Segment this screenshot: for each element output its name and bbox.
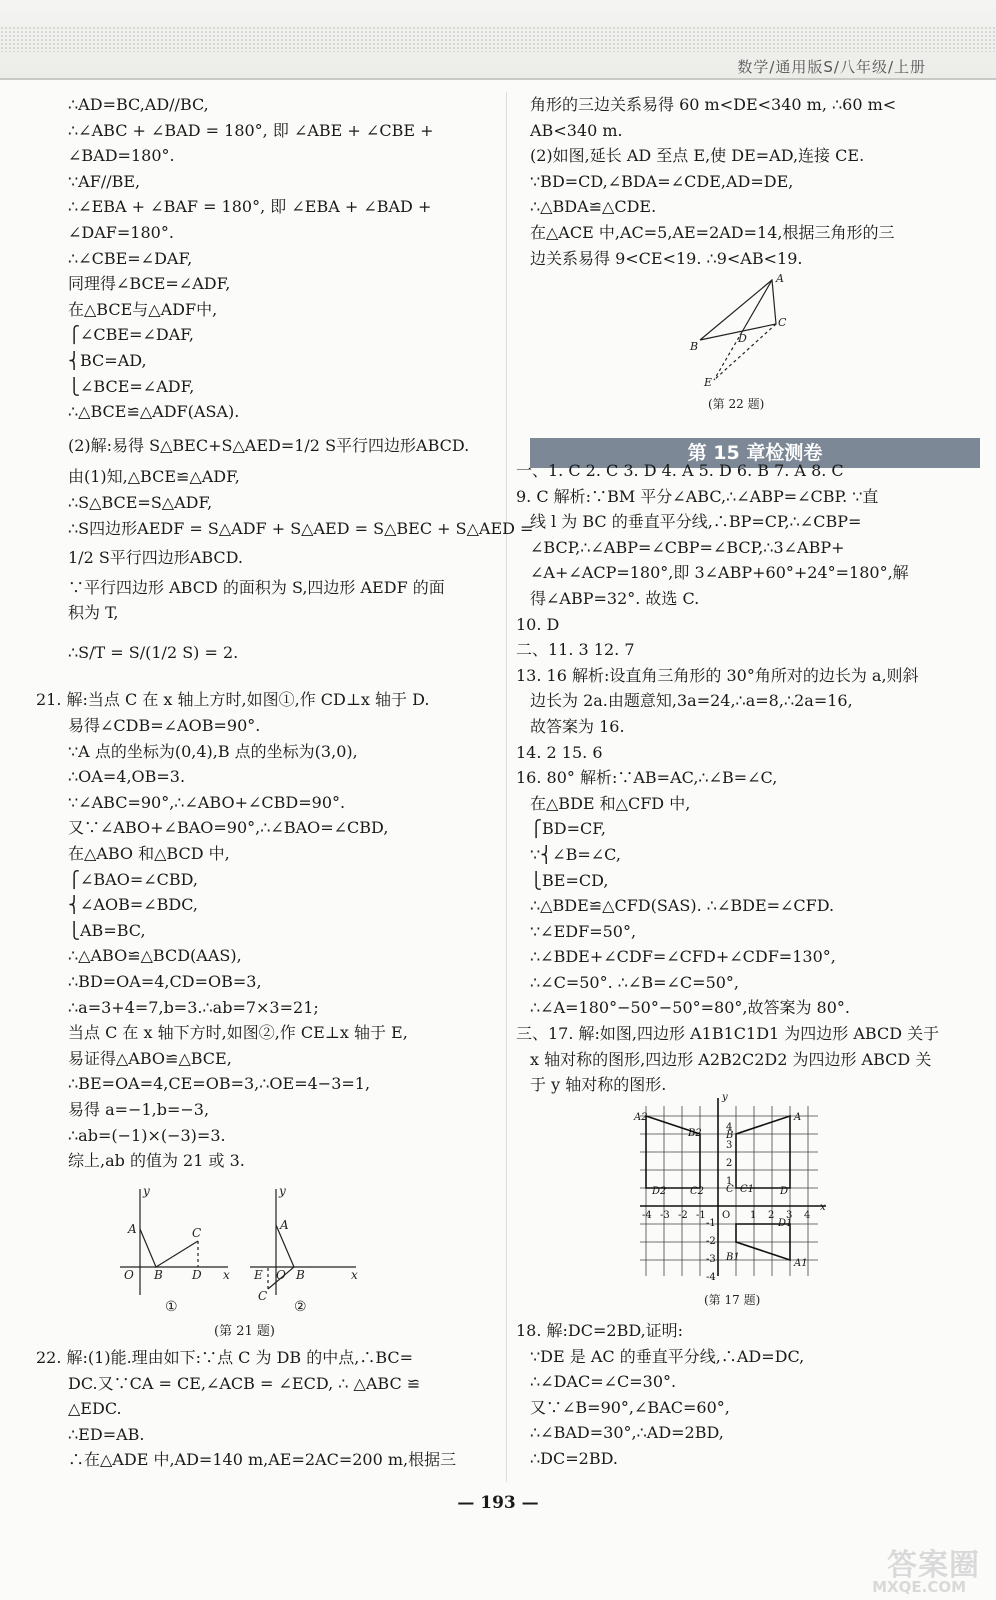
svg-text:O: O xyxy=(722,1210,731,1221)
text-line: ∴△BDA≌△CDE. xyxy=(530,197,657,217)
svg-text:x: x xyxy=(820,1202,826,1213)
text-line: ∵BD=CD,∠BDA=∠CDE,AD=DE, xyxy=(530,171,794,191)
text-line: 在△BCE与△ADF中, xyxy=(68,299,218,319)
svg-text:3: 3 xyxy=(726,1140,733,1151)
text-line: DC.又∵CA = CE,∠ACB = ∠ECD, ∴ △ABC ≌ xyxy=(68,1373,421,1393)
svg-text:O: O xyxy=(124,1268,134,1282)
svg-text:y: y xyxy=(722,1092,728,1103)
text-line: ∴∠DAC=∠C=30°. xyxy=(530,1372,677,1392)
text-line: ∴BE=OA=4,CE=OB=3,∴OE=4−3=1, xyxy=(68,1074,371,1094)
text-line: ∴△ABO≌△BCD(AAS), xyxy=(68,946,242,966)
figure-21-caption: (第 21 题) xyxy=(214,1324,275,1339)
svg-text:O: O xyxy=(276,1268,286,1282)
svg-text:C: C xyxy=(258,1289,268,1303)
text-line: 线 l 为 BC 的垂直平分线,∴BP=CP,∴∠CBP= xyxy=(530,512,862,532)
text-line: x 轴对称的图形,四边形 A2B2C2D2 为四边形 ABCD 关 xyxy=(530,1049,932,1069)
figure-17 xyxy=(630,1090,840,1312)
svg-text:D1: D1 xyxy=(778,1218,793,1229)
text-line: 易证得△ABO≌△BCE, xyxy=(68,1048,232,1068)
svg-text:A: A xyxy=(128,1222,137,1236)
text-line: ∴△BDE≌△CFD(SAS). ∴∠BDE=∠CFD. xyxy=(530,896,835,916)
watermark-logo: 答案圈 xyxy=(887,1548,980,1583)
header-rule xyxy=(0,78,996,80)
text-line: △EDC. xyxy=(68,1399,122,1419)
text-line: 角形的三边关系易得 60 m<DE<340 m, ∴60 m< xyxy=(530,95,897,114)
text-line: ∠DAF=180°. xyxy=(68,222,174,242)
right-column-problem-18 xyxy=(516,1318,976,1472)
svg-text:-2: -2 xyxy=(706,1236,716,1247)
header-title: 数学/通用版S/八年级/上册 xyxy=(737,58,926,76)
text-line: 三、17. 解:如图,四边形 A1B1C1D1 为四边形 ABCD 关于 xyxy=(516,1024,940,1044)
text-line: ∠A+∠ACP=180°,即 3∠ABP+60°+24°=180°,解 xyxy=(530,563,909,583)
text-line: 9. C 解析:∵BM 平分∠ABC,∴∠ABP=∠CBP. ∵直 xyxy=(516,486,879,506)
svg-text:2: 2 xyxy=(726,1158,733,1169)
text-line: ∠BAD=180°. xyxy=(68,146,175,166)
text-line: 18. 解:DC=2BD,证明: xyxy=(516,1321,684,1340)
right-column-top xyxy=(516,92,976,271)
svg-text:D2: D2 xyxy=(652,1186,667,1197)
text-line: ∴在△ADE 中,AD=140 m,AE=2AC=200 m,根据三 xyxy=(68,1450,457,1470)
svg-text:B1: B1 xyxy=(726,1252,740,1263)
text-line: 边长为 2a.由题意知,3a=24,∴a=8,∴2a=16, xyxy=(530,691,853,711)
text-line: ∴∠BAD=30°,∴AD=2BD, xyxy=(530,1423,724,1443)
svg-text:B2: B2 xyxy=(688,1128,702,1139)
text-line: 在△ACE 中,AC=5,AE=2AD=14,根据三角形的三 xyxy=(530,222,895,242)
figure-17-caption: (第 17 题) xyxy=(704,1293,761,1307)
text-line: ∴a=3+4=7,b=3.∴ab=7×3=21; xyxy=(68,997,319,1017)
svg-text:C: C xyxy=(726,1184,734,1195)
svg-text:4: 4 xyxy=(804,1210,811,1221)
text-line: 积为 T, xyxy=(68,603,119,623)
svg-text:x: x xyxy=(351,1268,358,1282)
text-line: ∴∠A=180°−50°−50°=80°,故答案为 80°. xyxy=(530,998,851,1018)
svg-text:C: C xyxy=(192,1226,202,1240)
text-line: ∴∠CBE=∠DAF, xyxy=(68,248,193,268)
text-line: ∴BD=OA=4,CD=OB=3, xyxy=(68,972,262,991)
text-line: ∴△BCE≌△ADF(ASA). xyxy=(68,402,240,422)
svg-text:2: 2 xyxy=(768,1210,775,1221)
svg-text:-3: -3 xyxy=(660,1210,670,1221)
text-line: (2)如图,延长 AD 至点 E,使 DE=AD,连接 CE. xyxy=(530,146,865,166)
svg-text:-4: -4 xyxy=(642,1210,652,1221)
text-line: 得∠ABP=32°. 故选 C. xyxy=(530,588,700,608)
text-line: ⎧∠BAO=∠CBD, xyxy=(68,869,198,889)
svg-text:1: 1 xyxy=(750,1210,757,1221)
text-line: ∴∠C=50°. ∴∠B=∠C=50°, xyxy=(530,972,740,992)
text-line: ∴DC=2BD. xyxy=(530,1448,618,1468)
column-divider xyxy=(506,92,507,1482)
watermark-url: MXQE.COM xyxy=(872,1578,966,1596)
section-banner: 第 15 章检测卷 xyxy=(530,438,980,468)
svg-text:A: A xyxy=(280,1218,289,1232)
text-line: ∴OA=4,OB=3. xyxy=(68,767,186,787)
svg-text:D: D xyxy=(738,332,747,345)
text-line: ∵A 点的坐标为(0,4),B 点的坐标为(3,0), xyxy=(68,741,358,761)
text-line: 22. 解:(1)能.理由如下:∵点 C 为 DB 的中点,∴BC= xyxy=(36,1348,414,1367)
text-line: ∴∠EBA + ∠BAF = 180°, 即 ∠EBA + ∠BAD + xyxy=(68,197,432,217)
svg-text:-1: -1 xyxy=(706,1218,716,1229)
text-line: 故答案为 16. xyxy=(530,716,625,736)
header-dot-pattern xyxy=(0,26,996,52)
text-line: 二、11. 3 12. 7 xyxy=(516,640,635,660)
svg-text:A: A xyxy=(776,272,784,285)
text-line: ∵AF//BE, xyxy=(68,171,141,191)
text-line: 一、1. C 2. C 3. D 4. A 5. D 6. B 7. A 8. C xyxy=(516,461,844,480)
text-line: ∵DE 是 AC 的垂直平分线,∴AD=DC, xyxy=(530,1346,805,1366)
svg-text:C: C xyxy=(778,316,787,329)
text-line: ∴∠ABC + ∠BAD = 180°, 即 ∠ABE + ∠CBE + xyxy=(68,120,434,140)
text-line: ∵∠ABC=90°,∴∠ABO+∠CBD=90°. xyxy=(68,792,346,812)
svg-text:B: B xyxy=(154,1268,163,1282)
right-column-bottom xyxy=(516,458,976,1098)
text-line: ⎩AB=BC, xyxy=(68,920,146,940)
svg-text:B: B xyxy=(726,1130,734,1141)
svg-text:B: B xyxy=(296,1268,305,1282)
text-line: 又∵∠B=90°,∠BAC=60°, xyxy=(530,1397,730,1417)
svg-text:A: A xyxy=(794,1112,802,1123)
figure-21a-label: ① xyxy=(165,1299,178,1315)
text-line: 易得 a=−1,b=−3, xyxy=(68,1099,210,1119)
text-line: 10. D xyxy=(516,614,560,634)
figure-21b-label: ② xyxy=(294,1299,307,1315)
left-column xyxy=(36,92,534,1174)
svg-text:y: y xyxy=(279,1185,286,1198)
svg-text:A1: A1 xyxy=(794,1258,808,1269)
text-line: 16. 80° 解析:∵AB=AC,∴∠B=∠C, xyxy=(516,768,778,788)
svg-text:4: 4 xyxy=(726,1122,733,1133)
figure-21 xyxy=(110,1185,370,1345)
svg-text:C1: C1 xyxy=(740,1184,755,1195)
text-line: 1/2 S平行四边形ABCD. xyxy=(68,548,243,568)
text-line: 于 y 轴对称的图形. xyxy=(530,1075,667,1095)
text-line: ⎧BD=CF, xyxy=(530,819,606,839)
svg-text:D: D xyxy=(192,1268,202,1282)
text-line: ∵⎨∠B=∠C, xyxy=(530,844,621,864)
text-line: 在△ABO 和△BCD 中, xyxy=(68,844,230,864)
svg-text:C2: C2 xyxy=(690,1186,705,1197)
text-line: 在△BDE 和△CFD 中, xyxy=(530,793,691,813)
text-line: ⎩∠BCE=∠ADF, xyxy=(68,376,195,396)
text-line: 综上,ab 的值为 21 或 3. xyxy=(68,1151,245,1171)
text-line: ∵平行四边形 ABCD 的面积为 S,四边形 AEDF 的面 xyxy=(68,577,445,597)
text-line: AB<340 m. xyxy=(530,120,623,140)
text-line: ∴AD=BC,AD//BC, xyxy=(68,95,209,114)
svg-text:1: 1 xyxy=(726,1176,733,1187)
svg-text:B: B xyxy=(690,340,699,353)
page-number: — 193 — xyxy=(457,1493,539,1513)
text-line: 14. 2 15. 6 xyxy=(516,742,603,762)
svg-text:-1: -1 xyxy=(696,1210,706,1221)
svg-text:A2: A2 xyxy=(634,1112,648,1123)
text-line: ⎩BE=CD, xyxy=(530,870,609,890)
text-line: ⎧∠CBE=∠DAF, xyxy=(68,325,194,345)
text-line: ∴ab=(−1)×(−3)=3. xyxy=(68,1125,226,1145)
text-line: ∴S/T = S/(1/2 S) = 2. xyxy=(68,642,239,662)
text-line: 易得∠CDB=∠AOB=90°. xyxy=(68,716,261,736)
figure-22-caption: (第 22 题) xyxy=(708,397,765,411)
text-line: ∵∠EDF=50°, xyxy=(530,921,637,941)
svg-text:-2: -2 xyxy=(678,1210,688,1221)
text-line: ⎨BC=AD, xyxy=(68,350,147,370)
figure-22 xyxy=(680,268,810,418)
svg-text:D: D xyxy=(780,1186,789,1197)
svg-text:E: E xyxy=(704,376,713,389)
svg-text:-3: -3 xyxy=(706,1254,716,1265)
text-line: ∴S△BCE=S△ADF, xyxy=(68,492,213,512)
text-line: 21. 解:当点 C 在 x 轴上方时,如图①,作 CD⊥x 轴于 D. xyxy=(36,690,430,710)
text-line: 当点 C 在 x 轴下方时,如图②,作 CE⊥x 轴于 E, xyxy=(68,1023,408,1043)
svg-text:3: 3 xyxy=(786,1210,793,1221)
text-line: 同理得∠BCE=∠ADF, xyxy=(68,274,231,294)
text-line: 边关系易得 9<CE<19. ∴9<AB<19. xyxy=(530,248,803,268)
text-line: ⎨∠AOB=∠BDC, xyxy=(68,895,198,915)
svg-text:E: E xyxy=(254,1268,263,1282)
svg-text:-4: -4 xyxy=(706,1272,716,1283)
text-line: (2)解:易得 S△BEC+S△AED=1/2 S平行四边形ABCD. xyxy=(68,435,470,455)
svg-text:x: x xyxy=(223,1268,230,1282)
left-column-bottom xyxy=(36,1345,486,1473)
text-line: ∴ED=AB. xyxy=(68,1424,145,1444)
text-line: ∴∠BDE+∠CDF=∠CFD+∠CDF=130°, xyxy=(530,947,836,967)
text-line: 13. 16 解析:设直角三角形的 30°角所对的边长为 a,则斜 xyxy=(516,665,919,685)
text-line: 由(1)知,△BCE≌△ADF, xyxy=(68,467,240,487)
text-line: 又∵∠ABO+∠BAO=90°,∴∠BAO=∠CBD, xyxy=(68,818,389,838)
svg-text:y: y xyxy=(143,1185,150,1198)
text-line: ∠BCP,∴∠ABP=∠CBP=∠BCP,∴3∠ABP+ xyxy=(530,537,845,557)
text-line: ∴S四边形AEDF = S△ADF + S△AED = S△BEC + S△AED = xyxy=(68,518,534,538)
